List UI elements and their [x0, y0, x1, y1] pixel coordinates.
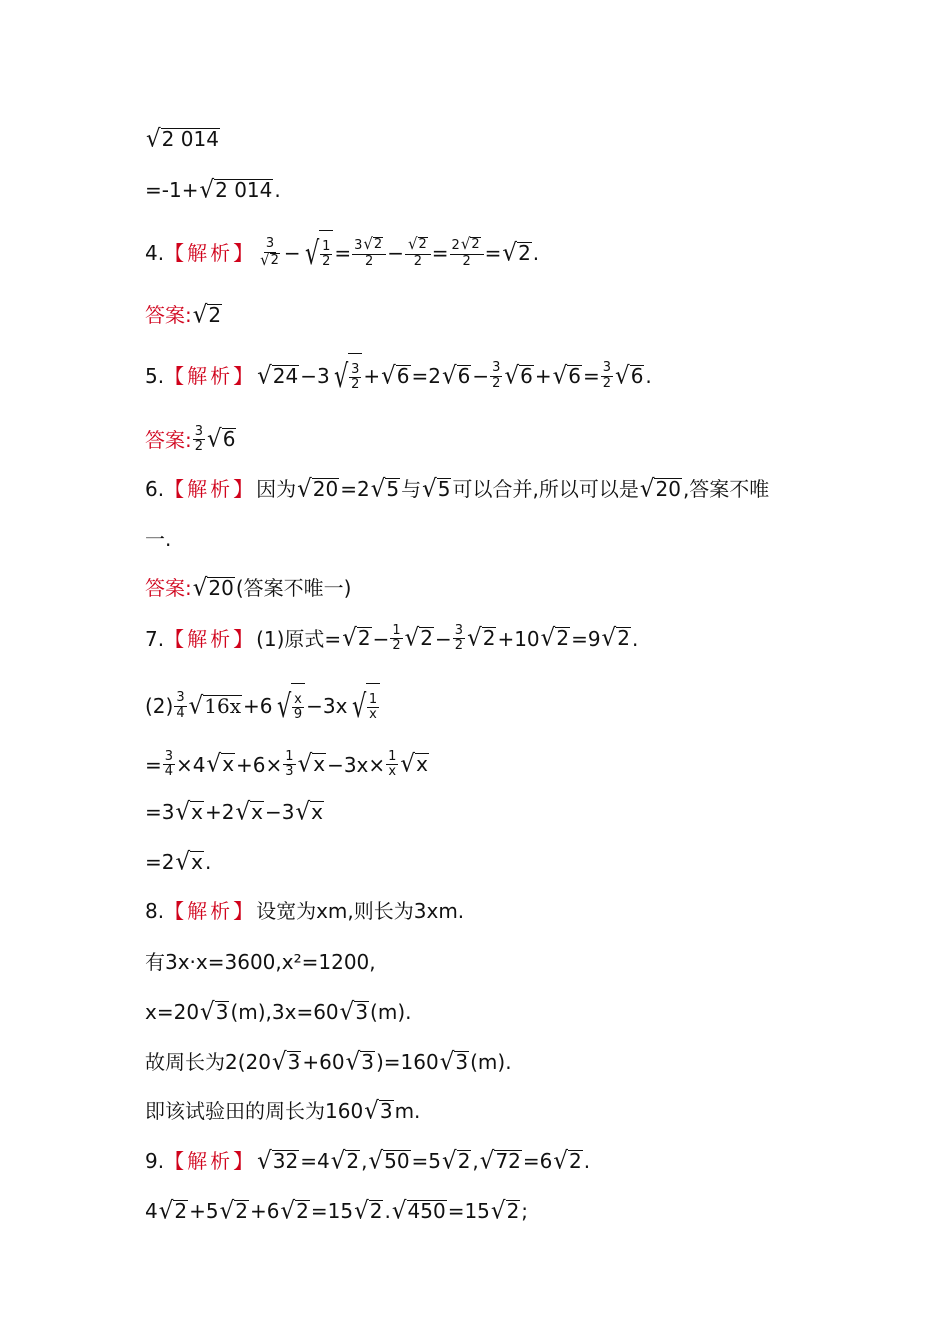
text: (2)	[145, 694, 174, 718]
sqrt: √ 2	[490, 1196, 520, 1225]
q4-analysis: 4. 【解析】 3 √ 2 − √ $\frac{1}{2}$ = 3 √ 2 2 − √ 2 2 = 2 √ 2 2 = √ 2 .	[145, 230, 539, 276]
fraction: $\frac{3}{2}$	[194, 424, 204, 455]
sqrt: √ 2	[342, 624, 371, 652]
sqrt-fraction: √ $\frac{1}{2}$	[302, 230, 334, 276]
sqrt: √ 2	[158, 1196, 188, 1225]
q9-line2: 4 √ 2 +5 √ 2 +6 √ 2 =15 √ 2 . √ 450 =15 √ 2 ;	[145, 1196, 529, 1225]
sqrt: √ 3	[271, 1047, 301, 1076]
fraction: √ 2 2	[405, 237, 431, 269]
sqrt: √ x	[295, 797, 323, 826]
sqrt: √ 5	[370, 474, 400, 503]
sqrt: √ x	[175, 847, 203, 876]
sqrt: √ 6	[504, 361, 533, 390]
q7-step3: =2 √ x .	[145, 847, 212, 876]
sqrt: √ 32	[257, 1146, 299, 1175]
sqrt: √ x	[400, 750, 428, 778]
q6-continuation	[145, 527, 171, 551]
q7-step2: =3 √ x +2 √ x −3 √ x	[145, 797, 323, 826]
fraction: $\frac{1}{3}$	[285, 749, 294, 780]
sqrt: √ 6	[615, 361, 644, 390]
line-sqrt-2014	[145, 125, 221, 153]
sqrt: √ x	[297, 750, 326, 778]
analysis-tag: 【解析】	[164, 241, 257, 265]
answer-6	[145, 573, 352, 602]
text: (1)原式=	[256, 626, 342, 651]
fraction: 3 √ 2	[260, 236, 279, 269]
fraction: 3 √ 2 2	[352, 237, 386, 269]
sqrt: √ 20	[639, 474, 681, 503]
text: 设宽为xm,则长为3xm.	[256, 899, 465, 923]
sqrt: √ 6	[207, 425, 236, 453]
sqrt-fraction: √ $\frac{1}{x}$	[349, 683, 381, 729]
fraction: $\frac{3}{2}$	[492, 360, 501, 391]
sqrt: √ x	[235, 797, 263, 826]
analysis-tag: 【解析】	[164, 1149, 257, 1173]
sqrt: √ x	[206, 750, 235, 778]
sqrt-2014: √ 2 014	[146, 125, 219, 153]
sqrt: √ 6	[442, 361, 471, 390]
sqrt: √ 2	[354, 1196, 383, 1225]
fraction: $\frac{3}{4}$	[164, 749, 174, 780]
answer-label: 答案:	[145, 427, 192, 452]
sqrt: √ 6	[381, 361, 410, 390]
sqrt: √ 2	[553, 1146, 582, 1175]
radicand: 2 014	[215, 177, 273, 202]
fraction: $\frac{1}{x}$	[388, 749, 397, 780]
sqrt-fraction: √ $\frac{x}{9}$	[274, 683, 306, 729]
q6-analysis: 6. 【解析】 因为 √ 20 =2 √ 5 与 √ 5 可以合并,所以可以是 √ 20 ,答案不唯	[145, 474, 770, 503]
q5-analysis: 5. 【解析】 √ 24 −3 √ $\frac{3}{2}$ + √ 6 =2 √ 6 − $\frac{3}{2}$ √ 6 + √ 6 = $\frac{3}{2}$ √ 6 .	[145, 353, 652, 399]
text: 一.	[145, 527, 172, 551]
text: 因为	[256, 477, 297, 501]
radicand: 2	[208, 302, 222, 327]
fraction: 2 √ 2 2	[450, 237, 484, 269]
sqrt: √ 20	[297, 474, 339, 503]
text: 与	[401, 477, 422, 501]
sqrt: √ 2	[502, 238, 531, 267]
sqrt: √ 2	[601, 624, 630, 652]
sqrt: √ 2	[404, 624, 434, 652]
q7-analysis: 7. 【解析】 (1)原式= √ 2 − $\frac{1}{2}$ √ 2 − $\frac{3}{2}$ √ 2 +10 √ 2 =9 √ 2 .	[145, 623, 639, 654]
question-number: 4.	[145, 241, 165, 265]
sqrt: √ 3	[339, 997, 369, 1026]
sqrt: √ 72	[479, 1146, 521, 1175]
question-number: 9.	[145, 1149, 165, 1173]
sqrt: √ 5	[422, 474, 451, 503]
sqrt-fraction: √ $\frac{3}{2}$	[331, 353, 363, 399]
answer-4	[145, 300, 223, 329]
text: 可以合并,所以可以是	[452, 477, 639, 501]
sqrt: √ 450	[391, 1196, 446, 1225]
sqrt: √ 2	[192, 300, 222, 329]
fraction: $\frac{3}{2}$	[602, 360, 612, 391]
fraction: $\frac{3}{4}$	[176, 690, 185, 721]
sqrt: √ 24	[257, 361, 299, 390]
q8-line3: x=20 √ 3 (m),3x=60 √ 3 (m).	[145, 997, 412, 1026]
q7-step1: = $\frac{3}{4}$ ×4 √ x +6× $\frac{1}{3}$ √ x −3x× $\frac{1}{x}$ √ x	[145, 749, 428, 780]
sqrt: √ 3	[364, 1096, 393, 1125]
text: .	[274, 178, 281, 202]
fraction: $\frac{1}{2}$	[392, 623, 401, 654]
sqrt: √ 20	[192, 573, 234, 602]
sqrt: √ 16x	[188, 691, 242, 720]
sqrt: √ 2	[442, 1146, 471, 1175]
analysis-tag: 【解析】	[164, 626, 257, 651]
line-result-2014	[145, 175, 281, 204]
sqrt: √ 3	[200, 997, 229, 1026]
q8-line5: 即该试验田的周长为160 √ 3 m.	[145, 1096, 421, 1125]
analysis-tag: 【解析】	[164, 364, 257, 388]
question-number: 5.	[145, 364, 165, 388]
q9-analysis: 9. 【解析】 √ 32 =4 √ 2 , √ 50 =5 √ 2 , √ 72 =6 √ 2 .	[145, 1146, 591, 1175]
question-number: 7.	[145, 626, 165, 651]
text: ,答案不唯	[682, 477, 770, 501]
q8-line2	[145, 950, 376, 974]
question-number: 8.	[145, 899, 165, 923]
text: 即该试验田的周长为160	[145, 1099, 364, 1123]
sqrt: √ 2	[540, 624, 570, 652]
sqrt: √ 3	[345, 1047, 374, 1076]
sqrt: √ 2 014	[199, 175, 273, 204]
answer-label: 答案:	[145, 303, 192, 327]
sqrt: √ 50	[368, 1146, 410, 1175]
text: =-1+	[145, 178, 199, 202]
text: 有3x·x=3600,x²=1200,	[145, 950, 376, 974]
q8-line4: 故周长为2(20 √ 3 +60 √ 3 )=160 √ 3 (m).	[145, 1047, 512, 1076]
q7-part2: (2) $\frac{3}{4}$ √ 16x +6 √ $\frac{x}{9}$ −3x √ $\frac{1}{x}$	[145, 683, 381, 729]
sqrt: √ 2	[280, 1196, 309, 1225]
fraction: $\frac{3}{2}$	[454, 623, 464, 654]
answer-label: 答案:	[145, 576, 192, 600]
answer-5	[145, 425, 237, 455]
sqrt: √ 2	[330, 1146, 360, 1175]
q8-analysis	[145, 899, 464, 923]
sqrt: √ 2	[219, 1196, 248, 1225]
question-number: 6.	[145, 477, 165, 501]
sqrt: √ x	[175, 797, 203, 826]
sqrt: √ 6	[552, 361, 581, 390]
sqrt: √ 3	[439, 1047, 469, 1076]
text: (答案不唯一)	[235, 576, 352, 600]
analysis-tag: 【解析】	[164, 477, 257, 501]
analysis-tag: 【解析】	[164, 899, 257, 923]
sqrt: √ 2	[467, 624, 496, 652]
